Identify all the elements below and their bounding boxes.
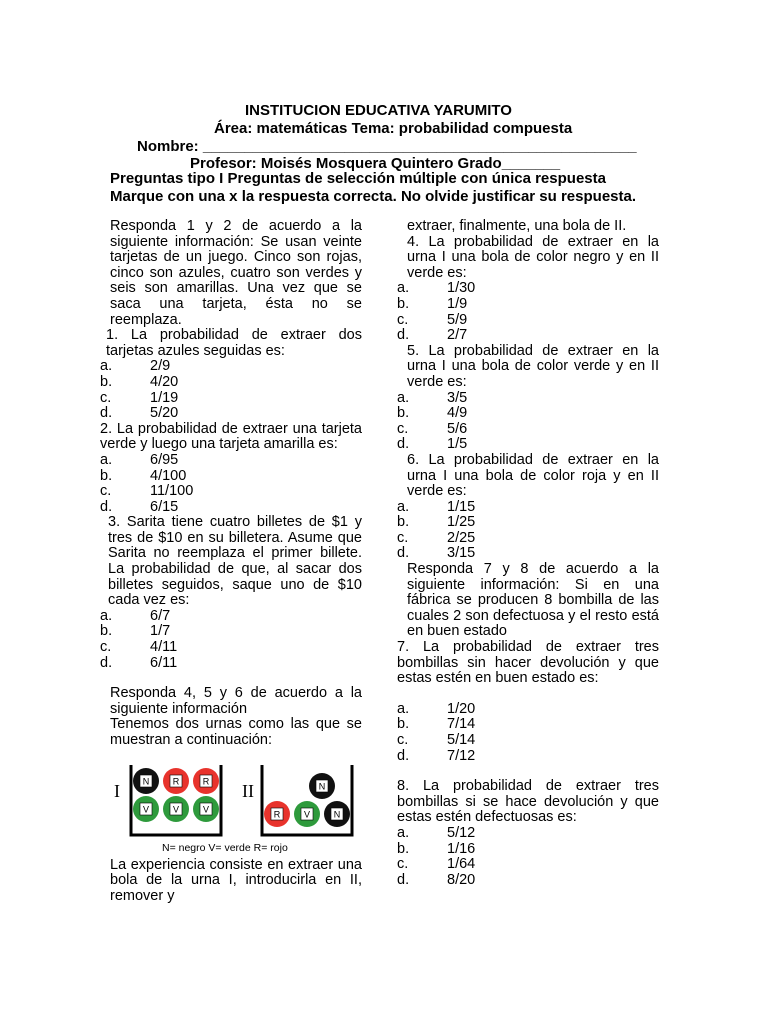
ball-letter: V [202, 804, 210, 815]
option-letter: a. [397, 280, 410, 297]
school-title: INSTITUCION EDUCATIVA YARUMITO [245, 102, 512, 119]
option-letter: b. [397, 405, 410, 422]
option-value: 2/25 [447, 529, 476, 546]
option-value: 1/16 [447, 840, 476, 857]
option-value: 5/20 [150, 405, 179, 422]
option-value: 1/5 [447, 436, 468, 453]
question-8: 8. La probabilidad de extraer tres bombillas si se hace devolución y que estas estén defectuosas es: [397, 778, 659, 826]
urn-ball [264, 801, 290, 827]
experience-continued: extraer, finalmente, una bola de II. [407, 218, 627, 234]
option-letter: c. [397, 856, 409, 873]
urn-2-label: II [242, 780, 254, 801]
urns-legend: N= negro V= verde R= rojo [162, 841, 288, 854]
answer-option[interactable] [100, 609, 362, 625]
question-4-options [397, 281, 659, 343]
intro-q4-q6: Responda 4, 5 y 6 de acuerdo a la siguiente información [110, 685, 362, 717]
intro-q1-q2: Responda 1 y 2 de acuerdo a la siguiente información: Se usan veinte tarjetas de un juego. Cinco son rojas, cinco son azules, cuatro son verdes y seis son amarillas. Una vez que se saca una tarjeta, ésta no se reemplaza. [110, 218, 362, 328]
option-letter: b. [397, 295, 410, 312]
option-letter: c. [397, 732, 409, 748]
option-value: 5/14 [447, 732, 476, 748]
ball-letter: N [318, 781, 326, 792]
answer-option[interactable] [397, 873, 659, 889]
question-6: 6. La probabilidad de extraer en la urna I una bola de color roja y en II verde es: [407, 451, 659, 500]
answer-option[interactable] [397, 281, 659, 297]
question-4: 4. La probabilidad de extraer en la urna I una bola de color negro y en II verde es: [407, 233, 659, 281]
option-value: 6/11 [150, 654, 178, 671]
ball-letter: V [142, 804, 150, 815]
answer-option[interactable] [397, 826, 659, 842]
option-value: 5/9 [447, 311, 468, 328]
question-3: 3. Sarita tiene cuatro billetes de $1 y tres de $10 en su billetera. Asume que Sarita no reemplaza el primer billete. La probabilidad de que, al sacar dos billetes seguidos, saque uno de $10 cada vez es: [108, 514, 362, 609]
answer-option[interactable] [100, 640, 362, 656]
question-7-options [397, 702, 659, 764]
urns-diagram [100, 759, 362, 839]
option-value: 1/19 [150, 389, 179, 406]
answer-option[interactable] [397, 546, 659, 562]
question-2: 2. La probabilidad de extraer una tarjeta verde y luego una tarjeta amarilla es: [100, 420, 362, 453]
option-value: 6/15 [150, 498, 179, 515]
option-value: 3/15 [447, 545, 476, 562]
option-value: 6/7 [150, 607, 171, 624]
option-value: 4/100 [150, 467, 187, 484]
option-value: 2/7 [447, 327, 468, 344]
option-letter: c. [100, 483, 112, 500]
answer-option[interactable] [100, 391, 362, 407]
option-letter: d. [397, 871, 410, 888]
option-value: 5/6 [447, 420, 468, 437]
urn-ball [163, 796, 189, 822]
option-value: 7/12 [447, 747, 476, 764]
answer-option[interactable] [100, 656, 362, 672]
option-letter: a. [397, 389, 410, 406]
left-column [100, 219, 362, 904]
answer-option[interactable] [397, 500, 659, 516]
answer-option[interactable] [100, 484, 362, 500]
urn-ball [193, 796, 219, 822]
option-letter: a. [397, 824, 410, 841]
urn-ball [309, 773, 335, 799]
urn-ball [163, 768, 189, 794]
option-letter: d. [100, 498, 113, 515]
answer-option[interactable] [100, 453, 362, 469]
student-name-line: Nombre: ____________________________________________________ [137, 138, 637, 155]
answer-option[interactable] [397, 328, 659, 344]
option-value: 4/20 [150, 373, 179, 390]
answer-option[interactable] [100, 624, 362, 640]
option-letter: d. [397, 545, 410, 562]
option-letter: d. [100, 405, 113, 422]
question-1: 1. La probabilidad de extraer dos tarjetas azules seguidas es: [106, 327, 362, 359]
option-value: 4/9 [447, 405, 468, 422]
option-letter: c. [100, 389, 112, 406]
ball-letter: N [333, 809, 341, 820]
option-value: 2/9 [150, 358, 171, 375]
option-letter: a. [100, 358, 113, 375]
urn-ball [294, 801, 320, 827]
option-value: 3/5 [447, 389, 468, 406]
option-value: 8/20 [447, 871, 476, 888]
urns-figure [100, 759, 362, 839]
answer-option[interactable] [397, 406, 659, 422]
answer-option[interactable] [397, 531, 659, 547]
answer-option[interactable] [397, 515, 659, 531]
urn-1-label: I [114, 780, 120, 801]
option-letter: c. [100, 639, 112, 656]
answer-option[interactable] [397, 857, 659, 873]
right-column [397, 219, 659, 888]
option-letter: d. [397, 327, 410, 344]
option-letter: b. [100, 623, 113, 640]
experience-description: La experiencia consiste en extraer una bola de la urna I, introducirla en II, remover y [110, 856, 362, 904]
teacher-grade-line: Profesor: Moisés Mosquera Quintero Grado_______ [190, 155, 561, 172]
option-letter: c. [397, 529, 409, 546]
ball-letter: R [273, 809, 281, 820]
option-letter: b. [397, 716, 410, 733]
urn-ball [133, 768, 159, 794]
urn-ball [324, 801, 350, 827]
option-letter: a. [100, 607, 113, 624]
answer-option[interactable] [397, 313, 659, 329]
option-letter: b. [397, 840, 410, 857]
option-letter: d. [397, 747, 410, 764]
question-5-options [397, 391, 659, 453]
ball-letter: R [172, 776, 180, 787]
option-letter: b. [100, 467, 113, 484]
option-value: 1/7 [150, 623, 171, 640]
answer-option[interactable] [397, 702, 659, 718]
answer-option[interactable] [397, 422, 659, 438]
option-letter: a. [397, 700, 410, 717]
answer-option[interactable] [397, 391, 659, 407]
ball-letter: V [303, 809, 311, 820]
answer-option[interactable] [100, 359, 362, 375]
option-letter: b. [100, 373, 113, 390]
option-letter: d. [100, 654, 113, 671]
intro-q7-q8: Responda 7 y 8 de acuerdo a la siguiente información: Si en una fábrica se producen 8 bombilla de las cuales 2 son defectuosa y el resto está en buen estado [407, 561, 659, 640]
option-value: 1/15 [447, 498, 476, 515]
question-7: 7. La probabilidad de extraer tres bombillas sin hacer devolución y que estas estén en buen estado es: [397, 639, 659, 687]
option-value: 4/11 [150, 639, 178, 656]
ball-letter: V [172, 804, 180, 815]
option-value: 6/95 [150, 451, 179, 468]
question-6-options [397, 500, 659, 562]
option-letter: a. [397, 498, 410, 515]
answer-option[interactable] [100, 469, 362, 485]
answer-option[interactable] [100, 375, 362, 391]
option-value: 1/30 [447, 280, 476, 297]
question-5: 5. La probabilidad de extraer en la urna I una bola de color verde y en II verde es: [407, 342, 659, 390]
answer-option[interactable] [397, 842, 659, 858]
option-value: 1/64 [447, 856, 476, 873]
question-3-options [100, 609, 362, 671]
option-value: 1/9 [447, 295, 468, 312]
answer-option[interactable] [397, 437, 659, 453]
question-8-options [397, 826, 659, 888]
area-topic: Área: matemáticas Tema: probabilidad compuesta [214, 120, 573, 137]
answer-option[interactable] [100, 500, 362, 516]
option-letter: a. [100, 451, 113, 468]
option-value: 1/25 [447, 514, 476, 531]
urn-ball [193, 768, 219, 794]
question-2-options [100, 453, 362, 515]
question-1-options [100, 359, 362, 421]
option-value: 7/14 [447, 716, 476, 733]
urns-intro: Tenemos dos urnas como las que se muestran a continuación: [110, 716, 362, 748]
ball-letter: N [142, 776, 150, 787]
option-value: 5/12 [447, 824, 476, 841]
urn-ball [133, 796, 159, 822]
answer-option[interactable] [397, 717, 659, 733]
option-letter: d. [397, 436, 410, 453]
instructions: Marque con una x la respuesta correcta. No olvide justificar su respuesta. [110, 188, 637, 205]
ball-letter: R [202, 776, 210, 787]
answer-option[interactable] [397, 749, 659, 765]
answer-option[interactable] [397, 297, 659, 313]
question-type: Preguntas tipo I Preguntas de selección múltiple con única respuesta [110, 170, 606, 187]
answer-option[interactable] [397, 733, 659, 749]
option-value: 1/20 [447, 700, 476, 717]
option-letter: c. [397, 420, 409, 437]
option-letter: b. [397, 514, 410, 531]
answer-option[interactable] [100, 406, 362, 422]
option-value: 11/100 [150, 483, 194, 500]
option-letter: c. [397, 311, 409, 328]
